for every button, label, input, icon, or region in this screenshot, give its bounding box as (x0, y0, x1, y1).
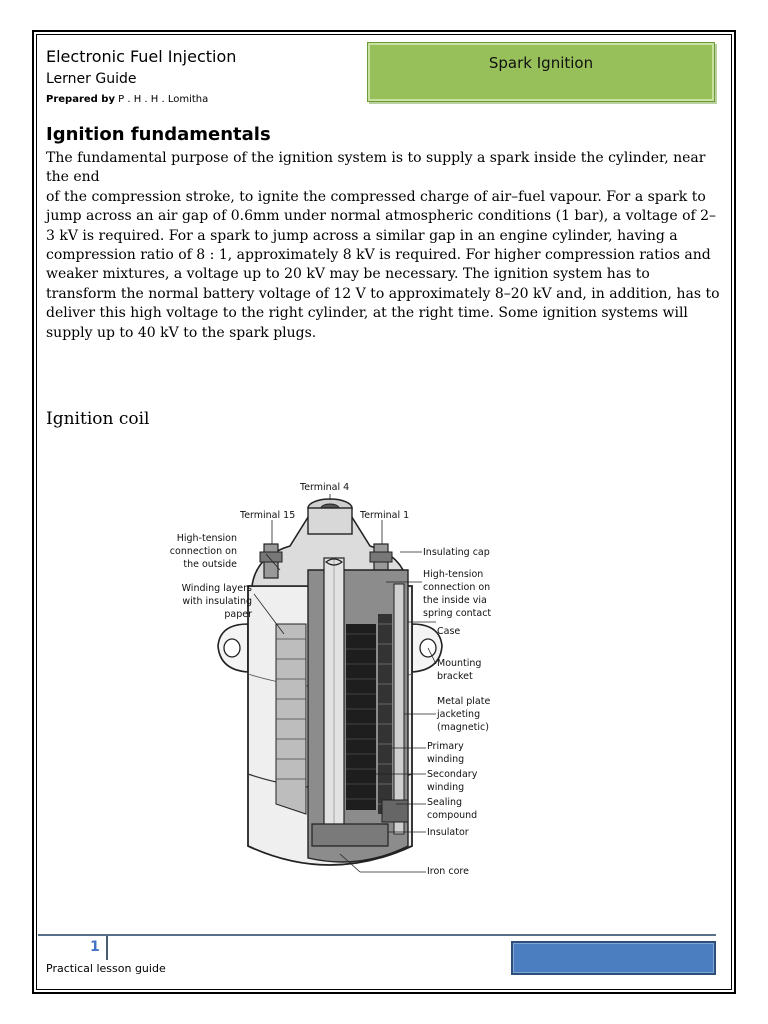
label-terminal-1: Terminal 1 (360, 510, 410, 521)
label-metal-2: jacketing (437, 709, 481, 720)
footer-accent-bar (511, 941, 716, 975)
label-secondary-2: winding (427, 782, 465, 793)
label-insulating-cap: Insulating cap (423, 547, 490, 558)
label-iron-core: Iron core (427, 866, 469, 877)
label-secondary-1: Secondary (427, 769, 478, 780)
label-sealing-1: Sealing (427, 797, 463, 808)
prepared-by-label: Prepared by (46, 94, 115, 105)
footer-divider (38, 934, 716, 936)
label-winding-3: paper (224, 609, 252, 620)
label-winding-1: Winding layers (181, 583, 252, 594)
label-terminal-15: Terminal 15 (240, 510, 296, 521)
topic-badge (367, 42, 715, 102)
section-body (46, 149, 722, 343)
label-ht-outside-3: the outside (183, 559, 237, 570)
label-ht-inside-4: spring contact (423, 608, 492, 619)
subsection-heading: Ignition coil (46, 409, 150, 429)
label-mount-2: bracket (437, 671, 473, 682)
prepared-by (46, 94, 208, 105)
label-ht-inside-1: High-tension (423, 569, 484, 580)
label-terminal-4: Terminal 4 (300, 482, 350, 493)
footer-text: Practical lesson guide (46, 962, 166, 975)
label-case: Case (437, 626, 461, 637)
secondary-winding (346, 624, 376, 810)
metal-jacket (394, 584, 404, 834)
paragraph-1: The fundamental purpose of the ignition system is to supply a spark inside the cylinder, near the end (46, 150, 706, 186)
label-insulator: Insulator (427, 827, 469, 838)
document-title: Electronic Fuel Injection (46, 47, 237, 66)
label-mount-1: Mounting (437, 658, 482, 669)
paragraph-2: of the compression stroke, to ignite the compressed charge of air–fuel vapour. For a spark to jump across an air gap of 0.6mm under normal atmospheric conditions (1 bar), a voltage of 2–3 kV is required. For a spark to jump across a similar gap in an engine cylinder, having a compression ratio of 8 : 1, approximately 8 kV is required. For higher compression ratios and weaker mixtures, a voltage up to 20 kV may be necessary. The ignition system has to transform the normal battery voltage of 12 V to approximately 8–20 kV and, in addition, has to deliver this high voltage to the right cylinder, at the right time. Some ignition systems will supply up to 40 kV to the spark plugs. (46, 188, 720, 341)
label-winding-2: with insulating (182, 596, 252, 607)
page-number-separator (106, 936, 108, 960)
label-ht-outside-1: High-tension (176, 533, 237, 544)
ignition-coil-diagram (160, 474, 506, 894)
label-primary-2: winding (427, 754, 465, 765)
insulator-base (312, 824, 388, 846)
label-ht-inside-2: connection on (423, 582, 491, 593)
page-number: 1 (90, 939, 100, 955)
label-ht-outside-2: connection on (169, 546, 237, 557)
label-metal-1: Metal plate (437, 696, 491, 707)
label-sealing-2: compound (427, 810, 478, 821)
label-metal-3: (magnetic) (437, 722, 489, 733)
prepared-by-name: P . H . H . Lomitha (118, 94, 209, 105)
topic-badge-label: Spark Ignition (488, 54, 594, 72)
document-subtitle: Lerner Guide (46, 71, 137, 87)
label-primary-1: Primary (427, 741, 464, 752)
label-ht-inside-3: the inside via (423, 595, 487, 606)
ignition-coil-drawing (160, 474, 506, 894)
section-heading: Ignition fundamentals (46, 124, 271, 145)
